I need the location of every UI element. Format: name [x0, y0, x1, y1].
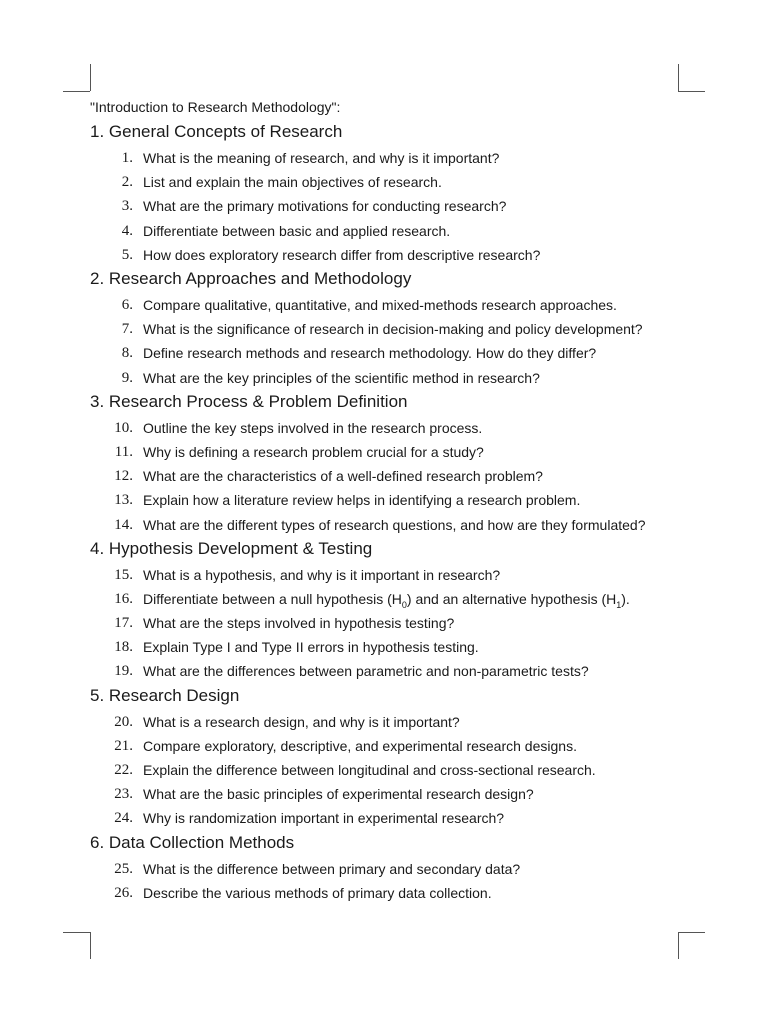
- question-number: 15.: [114, 566, 133, 583]
- question-item: [90, 635, 700, 659]
- section-title: 6. Data Collection Methods: [90, 832, 295, 852]
- question-text: Explain the difference between longitudinal and cross-sectional research.: [143, 762, 596, 779]
- question-number: 10.: [114, 419, 133, 436]
- question-item: [90, 512, 700, 536]
- question-item: [90, 464, 700, 488]
- question-list: [90, 857, 700, 905]
- question-list: [90, 563, 700, 684]
- crop-mark-bottom-right: [678, 932, 705, 933]
- question-text: Compare qualitative, quantitative, and mixed-methods research approaches.: [143, 297, 617, 314]
- question-item: [90, 734, 700, 758]
- question-item: [90, 317, 700, 341]
- question-list: [90, 293, 700, 390]
- crop-mark-bottom-left: [63, 932, 90, 933]
- question-text: Compare exploratory, descriptive, and experimental research designs.: [143, 737, 577, 754]
- question-item: [90, 194, 700, 218]
- question-number: 26.: [114, 884, 133, 901]
- question-text: Why is defining a research problem crucial for a study?: [143, 443, 484, 460]
- question-number: 22.: [114, 762, 133, 779]
- question-item: [90, 243, 700, 267]
- question-item: [90, 611, 700, 635]
- sections-container: [90, 121, 700, 905]
- document-intro: "Introduction to Research Methodology":: [90, 99, 341, 115]
- question-item: [90, 219, 700, 243]
- question-text: [143, 590, 630, 608]
- question-item: [90, 170, 700, 194]
- crop-mark-top-right: [678, 64, 679, 91]
- question-number: 25.: [114, 860, 133, 877]
- question-text: What is the significance of research in decision-making and policy development?: [143, 321, 643, 338]
- question-text: What is the difference between primary and secondary data?: [143, 860, 521, 877]
- question-text: What is a research design, and why is it important?: [143, 713, 460, 730]
- question-number: 17.: [114, 615, 133, 632]
- question-number: 20.: [114, 713, 133, 730]
- question-item: [90, 563, 700, 587]
- text-segment: ).: [621, 590, 630, 607]
- question-number: 14.: [114, 516, 133, 533]
- crop-mark-top-right: [678, 91, 705, 92]
- question-text: Differentiate between basic and applied research.: [143, 222, 451, 239]
- section-title: 3. Research Process & Problem Definition: [90, 391, 408, 411]
- question-item: [90, 881, 700, 905]
- question-item: [90, 710, 700, 734]
- question-item: [90, 857, 700, 881]
- question-number: 9.: [121, 369, 133, 386]
- question-text: What is the meaning of research, and why is it important?: [143, 150, 500, 167]
- crop-mark-bottom-right: [678, 932, 679, 959]
- question-item: [90, 587, 700, 611]
- question-text: Why is randomization important in experimental research?: [143, 810, 505, 827]
- question-number: 18.: [114, 639, 133, 656]
- question-item: [90, 806, 700, 830]
- section-title: 1. General Concepts of Research: [90, 122, 343, 141]
- crop-mark-bottom-left: [90, 932, 91, 959]
- question-number: 5.: [121, 246, 133, 263]
- question-text: What are the characteristics of a well-defined research problem?: [143, 468, 543, 485]
- question-item: [90, 782, 700, 806]
- question-number: 23.: [114, 786, 133, 803]
- question-number: 11.: [114, 443, 133, 460]
- question-number: 24.: [114, 810, 133, 827]
- question-text: What are the primary motivations for conducting research?: [143, 198, 507, 215]
- document-page: [90, 97, 700, 905]
- question-item: [90, 341, 700, 365]
- subscript: 0: [401, 599, 407, 610]
- question-item: [90, 440, 700, 464]
- text-segment: Differentiate between a null hypothesis (H: [143, 590, 402, 607]
- subscript: 1: [616, 599, 622, 610]
- question-number: 2.: [121, 174, 133, 191]
- question-number: 21.: [114, 737, 133, 754]
- question-number: 4.: [121, 222, 133, 239]
- question-list: [90, 416, 700, 537]
- question-text: Describe the various methods of primary data collection.: [143, 884, 492, 901]
- section-title: 5. Research Design: [90, 685, 240, 705]
- section-title: 4. Hypothesis Development & Testing: [90, 538, 373, 558]
- question-text: What is a hypothesis, and why is it important in research?: [143, 566, 501, 583]
- question-text: How does exploratory research differ from descriptive research?: [143, 246, 541, 263]
- question-item: [90, 366, 700, 390]
- section-title: 2. Research Approaches and Methodology: [90, 268, 412, 288]
- question-number: 12.: [114, 468, 133, 485]
- question-item: [90, 146, 700, 170]
- question-number: 16.: [114, 590, 133, 607]
- question-item: [90, 758, 700, 782]
- question-number: 3.: [121, 198, 133, 215]
- question-text: Explain how a literature review helps in identifying a research problem.: [143, 492, 581, 509]
- question-item: [90, 416, 700, 440]
- crop-mark-top-left: [90, 64, 91, 91]
- question-item: [90, 293, 700, 317]
- question-text: Define research methods and research methodology. How do they differ?: [143, 345, 597, 362]
- question-list: [90, 146, 700, 267]
- question-text: What are the steps involved in hypothesis testing?: [143, 615, 455, 632]
- question-item: [90, 488, 700, 512]
- question-text: List and explain the main objectives of research.: [143, 174, 442, 191]
- question-text: What are the basic principles of experimental research design?: [143, 786, 534, 803]
- question-list: [90, 710, 700, 831]
- question-item: [90, 659, 700, 683]
- question-text: Outline the key steps involved in the research process.: [143, 419, 483, 436]
- question-text: What are the key principles of the scientific method in research?: [143, 369, 540, 386]
- question-number: 7.: [121, 321, 133, 338]
- question-number: 1.: [121, 150, 133, 167]
- question-number: 8.: [121, 345, 133, 362]
- question-number: 19.: [114, 663, 133, 680]
- question-number: 13.: [114, 492, 133, 509]
- text-segment: ) and an alternative hypothesis (H: [406, 590, 617, 607]
- question-text: What are the differences between parametric and non-parametric tests?: [143, 663, 589, 680]
- crop-mark-top-left: [63, 91, 90, 92]
- question-number: 6.: [121, 297, 133, 314]
- question-text: Explain Type I and Type II errors in hypothesis testing.: [143, 639, 479, 656]
- question-text: What are the different types of research questions, and how are they formulated?: [143, 516, 646, 533]
